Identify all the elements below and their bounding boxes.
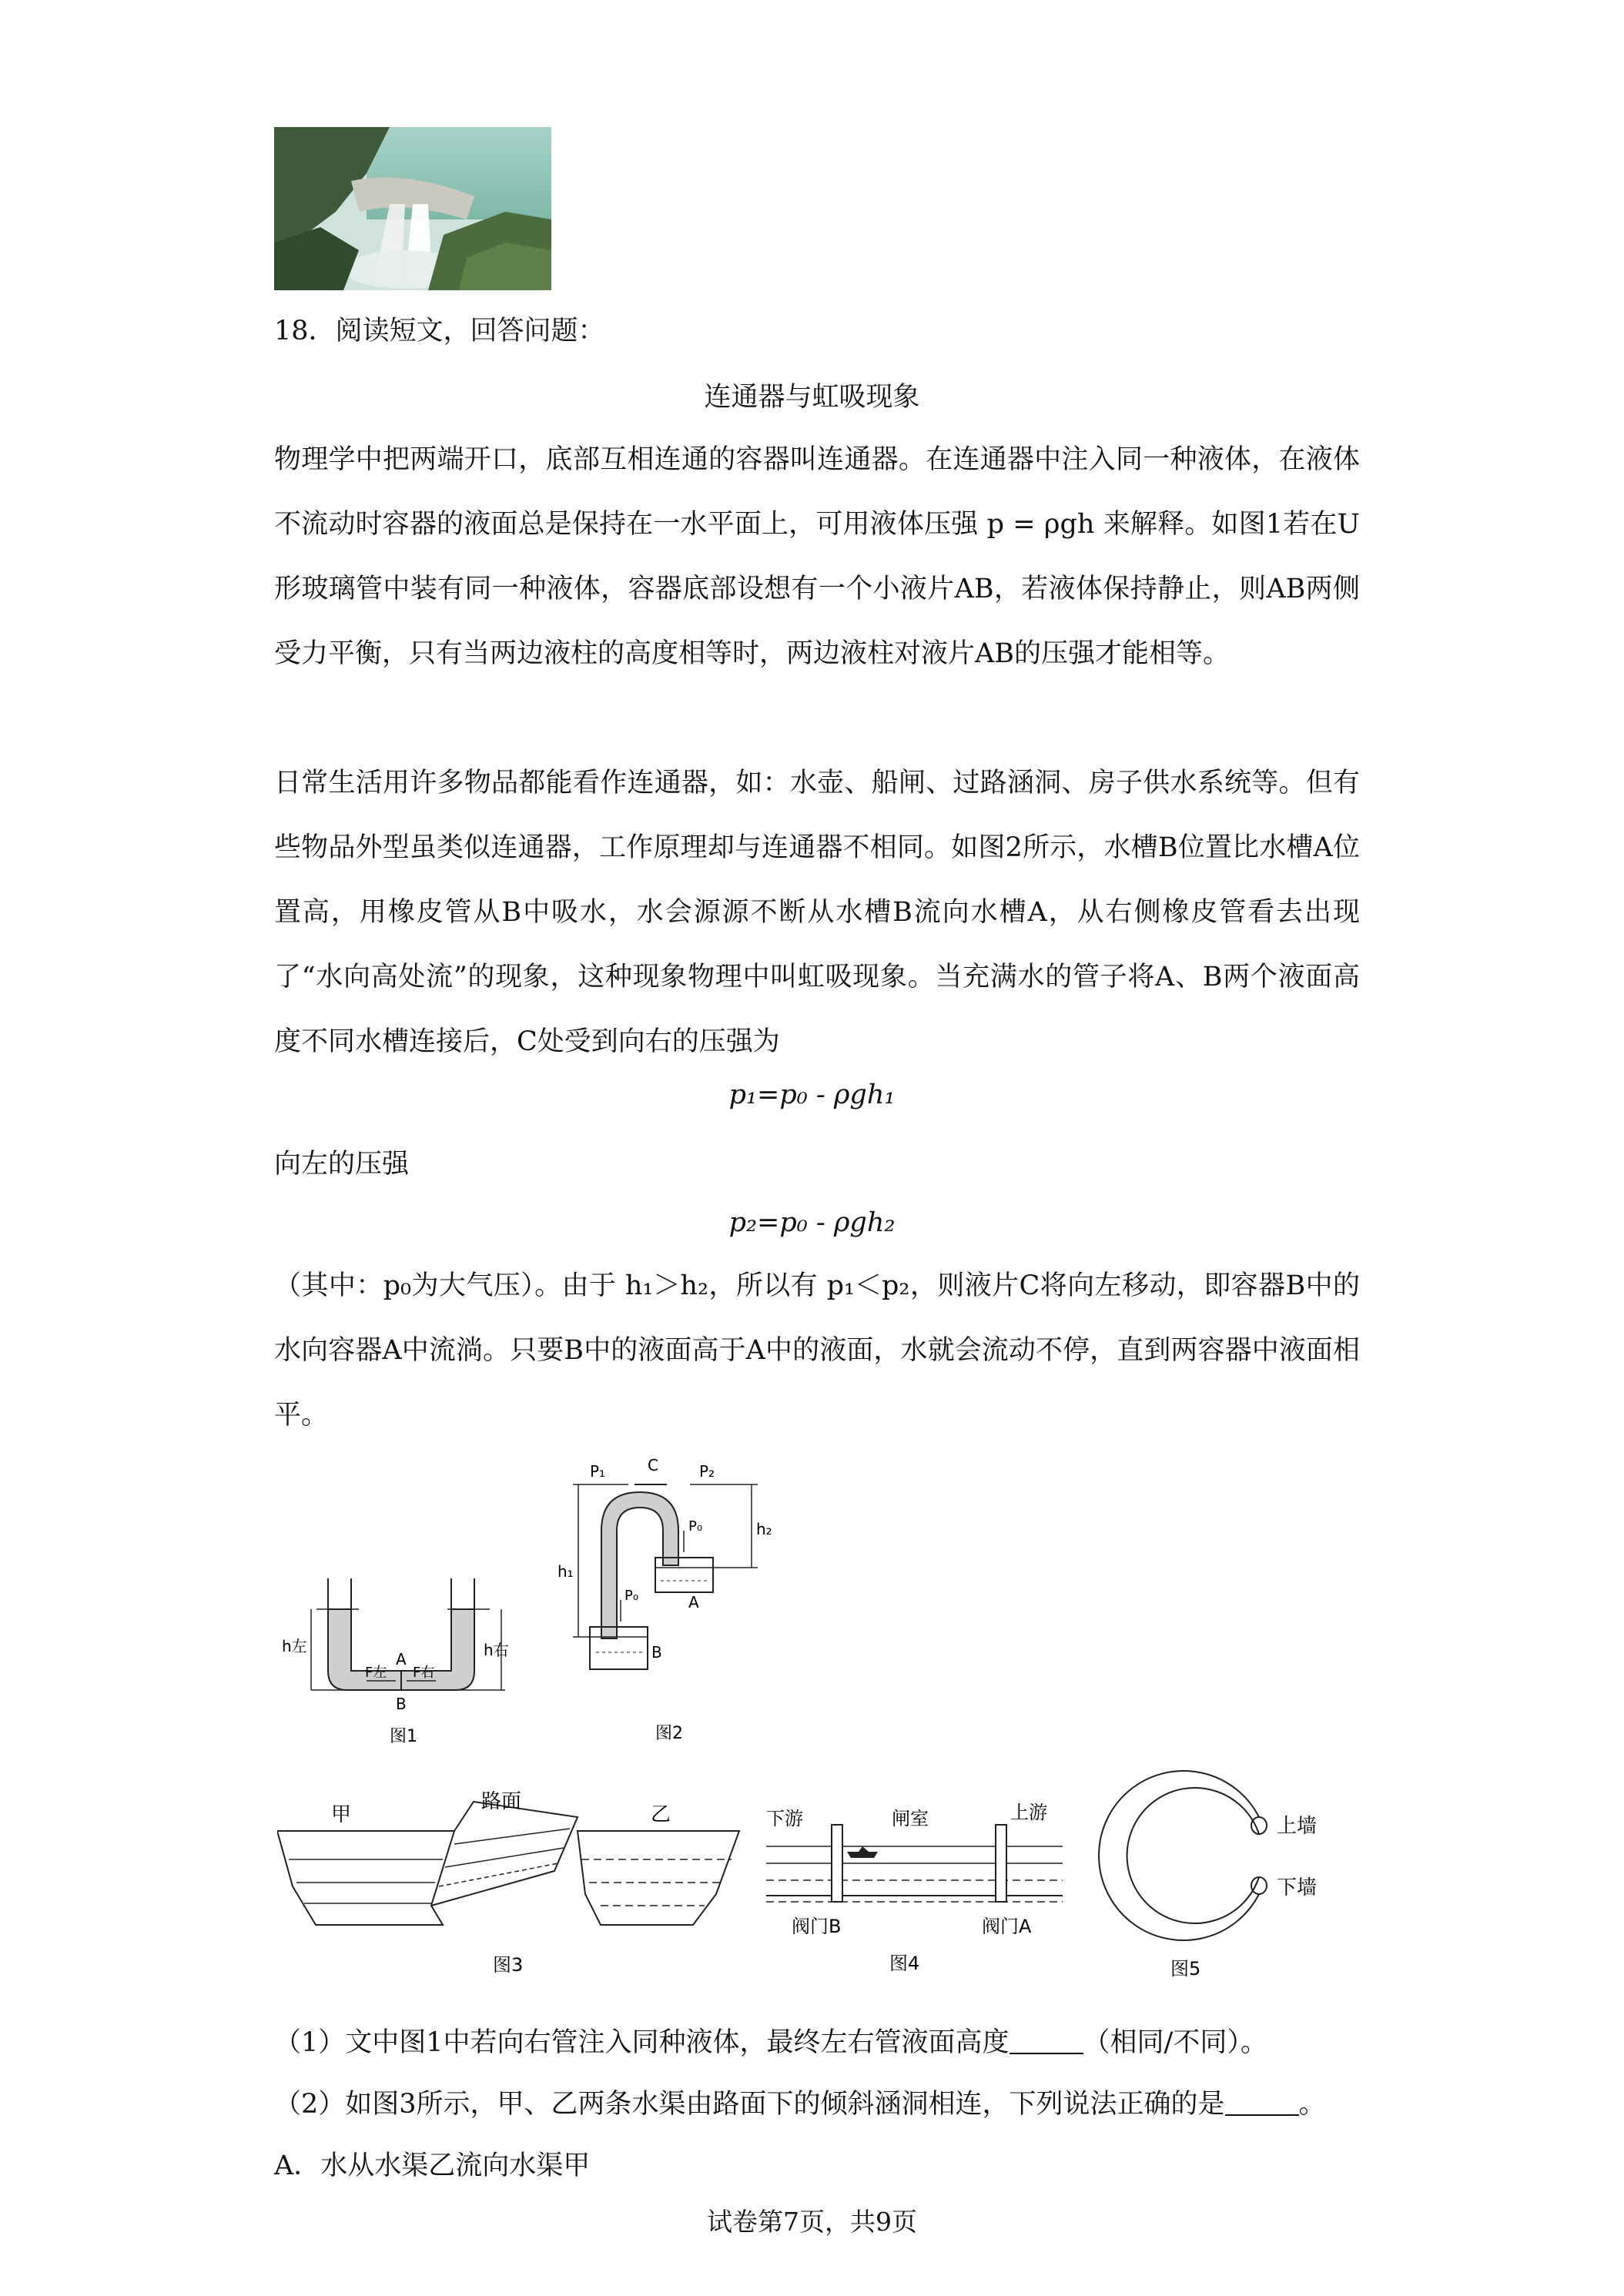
label-canal-yi: 乙 (651, 1803, 671, 1826)
sub-question-1-text: （1）文中图1中若向右管注入同种液体，最终左右管液面高度 (274, 2027, 1010, 2058)
caption-fig1: 图1 (390, 1727, 417, 1746)
sub-question-2-text: （2）如图3所示，甲、乙两条水渠由路面下的倾斜涵洞相连，下列说法正确的是 (274, 2089, 1225, 2120)
caption-fig2: 图2 (655, 1724, 683, 1743)
paragraph-3: （其中：p₀为大气压）。由于 h₁＞h₂，所以有 p₁＜p₂，则液片C将向左移动，即容器B中的水向容器A中流淌。只要B中的液面高于A中的液面，水就会流动不停，直到两容器中液面相平。 (274, 1270, 1360, 1431)
label-h-left: h左 (282, 1637, 307, 1655)
figure-2-siphon (551, 1454, 805, 1746)
caption-fig4: 图4 (889, 1953, 920, 1974)
question-number: 18．阅读短文，回答问题： (274, 316, 605, 346)
answer-blank-2[interactable] (1225, 2091, 1299, 2116)
label-lower-wall: 下墙 (1277, 1876, 1318, 1899)
label-c: C (648, 1456, 658, 1474)
caption-fig3: 图3 (493, 1954, 524, 1976)
label-downstream: 下游 (766, 1808, 803, 1829)
figure-3-culvert (277, 1786, 755, 1986)
sub-question-1 (274, 2021, 1267, 2060)
label-p0-right: P₀ (688, 1518, 703, 1535)
formula-p2: p₂=p₀ - ρgh₂ (728, 1207, 896, 1238)
figure-1-u-tube (274, 1555, 528, 1748)
sub-question-1-options: （相同/不同）。 (1083, 2027, 1267, 2058)
label-upper-wall: 上墙 (1277, 1815, 1318, 1838)
caption-fig5: 图5 (1170, 1958, 1201, 1979)
figure-5-pipe (1078, 1763, 1355, 1979)
label-h-right: h右 (484, 1641, 509, 1659)
label-road-surface: 路面 (481, 1790, 522, 1813)
page-footer: 试卷第7页，共9页 (707, 2207, 917, 2237)
label-valve-b: 阀门B (792, 1916, 842, 1937)
label-p1: P₁ (590, 1462, 606, 1481)
label-f-right: F右 (413, 1665, 435, 1681)
label-lock-chamber: 闸室 (892, 1808, 929, 1829)
label-p2: P₂ (699, 1462, 715, 1481)
label-canal-jia: 甲 (331, 1803, 352, 1826)
paragraph-1: 物理学中把两端开口，底部互相连通的容器叫连通器。在连通器中注入同一种液体，在液体不流动时容器的液面总是保持在一水平面上，可用液体压强 p = ρgh 来解释。如图1若在U形玻璃管中装有同一种液体，容器底部设想有一个小液片AB，若液体保持静止，则AB两侧受力平衡，只有当两边液柱的高度相等时，两边液柱对液片AB的压强才能相等。 (274, 444, 1360, 669)
text-left-pressure: 向左的压强 (274, 1149, 410, 1180)
label-b: B (396, 1695, 407, 1713)
paragraph-2: 日常生活用许多物品都能看作连通器，如：水壶、船闸、过路涵洞、房子供水系统等。但有些物品外型虽类似连通器，工作原理却与连通器不相同。如图2所示，水槽B位置比水槽A位置高，用橡皮管从B中吸水，水会源源不断从水槽B流向水槽A，从右侧橡皮管看去出现了“水向高处流”的现象，这种现象物理中叫虹吸现象。当充满水的管子将A、B两个液面高度不同水槽连接后，C处受到向右的压强为 (274, 768, 1360, 1057)
label-a: A (396, 1650, 407, 1668)
label-tank-b: B (651, 1643, 662, 1662)
sub-question-2-end: 。 (1298, 2089, 1326, 2120)
formula-p1: p₁=p₀ - ρgh₁ (728, 1079, 896, 1110)
figure-4-ship-lock (762, 1794, 1070, 1979)
dam-photo (274, 127, 551, 290)
label-tank-a: A (688, 1593, 699, 1612)
label-h2: h₂ (756, 1520, 772, 1538)
label-upstream: 上游 (1010, 1802, 1047, 1823)
sub-question-2 (274, 2083, 1326, 2121)
label-h1: h₁ (558, 1562, 574, 1581)
passage-title: 连通器与虹吸现象 (704, 382, 920, 413)
label-valve-a: 阀门A (982, 1916, 1032, 1937)
option-a: A．水从水渠乙流向水渠甲 (274, 2150, 591, 2181)
label-f-left: F左 (365, 1665, 387, 1681)
answer-blank-1[interactable] (1010, 2030, 1083, 2054)
label-p0-left: P₀ (624, 1588, 639, 1604)
